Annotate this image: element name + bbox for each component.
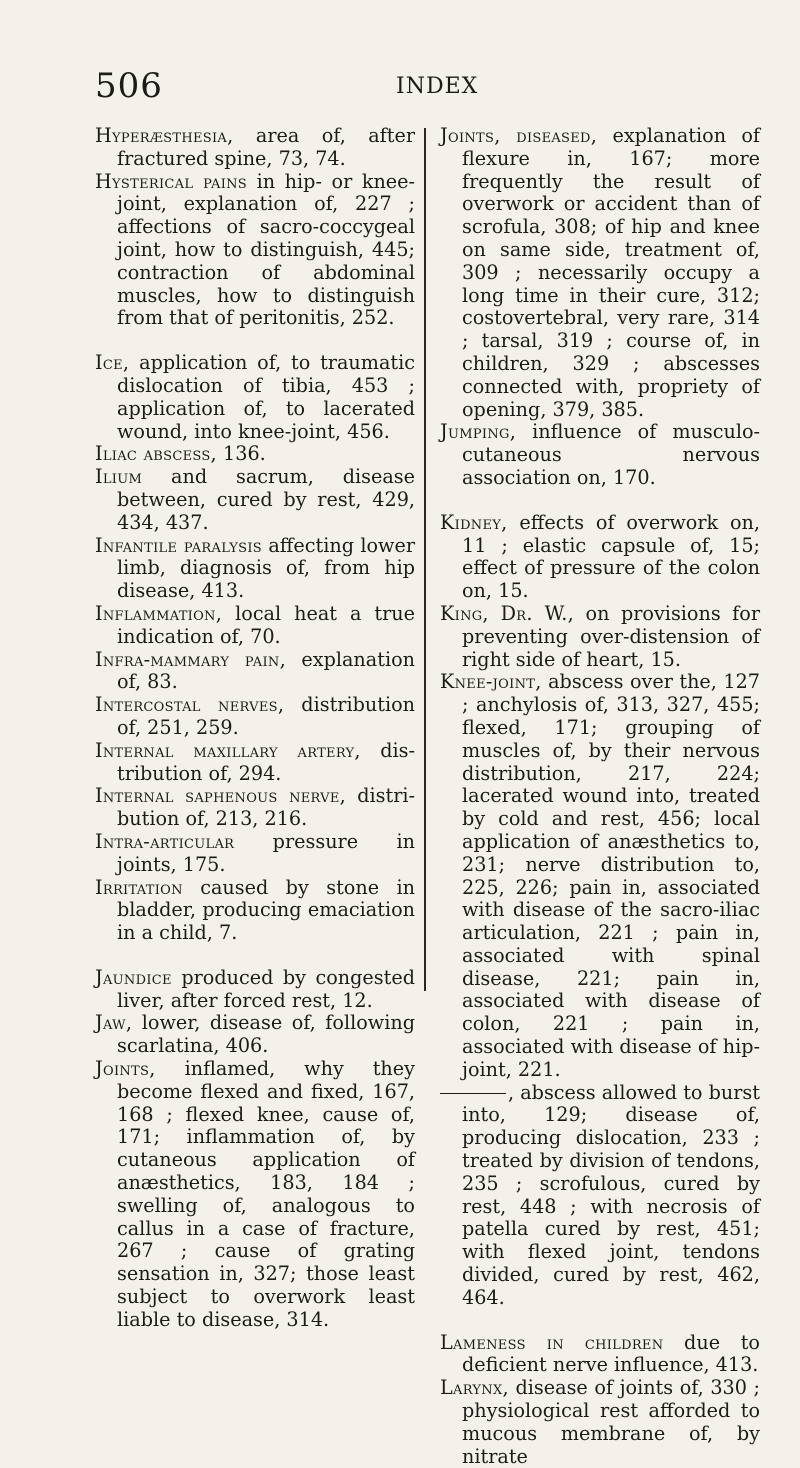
entry-text: local heat a true indication of, 70. [117, 601, 415, 648]
entry-headword: Inflammation, [95, 601, 223, 625]
index-entry [440, 671, 760, 1081]
entry-text: explanation of, 83. [117, 647, 415, 694]
entry-headword: Infra-mammary pain, [95, 647, 286, 671]
index-entry [440, 1082, 760, 1310]
index-entry [95, 352, 415, 443]
index-entry [440, 125, 760, 421]
index-entry [95, 603, 415, 649]
left-column [95, 125, 415, 1332]
index-entry [95, 535, 415, 603]
index-entry [95, 125, 415, 171]
index-entry [95, 831, 415, 877]
entry-headword: Irritation [95, 875, 183, 899]
entry-headword: Kidney, [440, 510, 508, 534]
index-entry [440, 421, 760, 489]
index-entry [440, 1332, 760, 1378]
entry-text: distribution of, 294. [117, 738, 415, 785]
entry-text: distribution of, 213, 216. [117, 784, 415, 831]
index-entry [95, 967, 415, 1013]
entry-headword: Internal saphenous nerve, [95, 784, 347, 808]
entry-headword: Internal maxillary artery, [95, 738, 361, 762]
entry-headword: Jumping, [440, 420, 517, 444]
entry-text: effects of overwork on, 11 ; elastic capsule of, 15; effect of pressure of the colon on, 15. [462, 510, 760, 603]
page-number: 506 [95, 66, 163, 106]
entry-text: inflamed, why they become flexed and fixed, 167, 168 ; flexed knee, cause of, 171; inflammation of, by cutaneous application of anæsthetics, 183, 184 ; swelling of, analogous to callus in a case of fracture, 267 ; cause of grating sensation in, 327; those least subject to overwork least liable to disease, 314. [117, 1057, 415, 1331]
entry-headword: Intra-articular [95, 829, 235, 853]
index-entry [95, 694, 415, 740]
entry-headword: Knee-joint, [440, 670, 542, 694]
index-entry [95, 1012, 415, 1058]
entry-headword: King, Dr. W., [440, 601, 575, 625]
entry-text: influence of musculo-cutaneous nervous association on, 170. [462, 420, 760, 489]
entry-text: affecting lower limb, diagnosis of, from hip disease, 413. [117, 533, 415, 603]
index-entry [440, 603, 760, 671]
entry-text: distribution of, 251, 259. [117, 693, 415, 739]
index-entry [95, 649, 415, 695]
entry-text: abscess over the, 127 ; anchylosis of, 313, 327, 455; flexed, 171; grouping of muscles of, by their nervous distribution, 217, 224; lacerated wound into, treated by cold and rest, 456; local application of anæsthetics to, 231; nerve distribution to, 225, 226; pain in, associated with disease of the sacro-iliac articulation, 221 ; pain in, associated with spinal disease, 221; pain in, associated with disease of colon, 221 ; pain in, associated with disease of hip-joint, 221. [462, 670, 760, 1081]
entry-headword: Larynx, [440, 1376, 509, 1400]
entry-headword: Joints, [95, 1057, 156, 1081]
entry-headword: Ice, [95, 351, 130, 375]
entry-headword: Ilium [95, 465, 143, 489]
entry-text: caused by stone in bladder, producing emaciation in a child, 7. [117, 875, 415, 945]
entry-headword: Jaundice [95, 965, 172, 989]
entry-headword: Lameness in children [440, 1330, 664, 1354]
index-entry [95, 171, 415, 331]
entry-text: in hip- or knee-joint, explanation of, 227 ; affections of sacro-coccygeal joint, how to distinguish, 445; contraction of abdominal muscles, how to distinguish from that of peritonitis, 252. [117, 169, 415, 330]
column-rule [424, 128, 426, 991]
running-head: INDEX [396, 74, 479, 99]
entry-text: , abscess allowed to burst into, 129; disease of, producing dislocation, 233 ; treated by division of tendons, 235 ; scrofulous, cured by rest, 448 ; with necrosis of patella cured by rest, 451; with flexed joint, tendons divided, cured by rest, 462, 464. [462, 1080, 760, 1309]
entry-headword: Jaw, [95, 1011, 133, 1035]
index-entry [95, 877, 415, 945]
entry-text: 136. [216, 442, 266, 466]
entry-headword: Joints, diseased, [440, 124, 598, 147]
entry-text: produced by congested liver, after forced rest, 12. [117, 965, 415, 1012]
entry-text: lower, disease of, following scarlatina, 406. [117, 1011, 415, 1058]
ditto-dash [440, 1093, 506, 1095]
entry-headword: Iliac abscess, [95, 442, 217, 466]
entry-headword: Hysterical pains [95, 169, 248, 193]
entry-text: application of, to traumatic dislocation of tibia, 453 ; application of, to lacerated wound, into knee-joint, 456. [117, 351, 415, 443]
right-column [440, 125, 760, 1468]
entry-text: and sacrum, disease between, cured by rest, 429, 434, 437. [117, 465, 415, 534]
index-entry [440, 1377, 760, 1468]
index-entry [95, 740, 415, 786]
entry-text: explanation of flexure in, 167; more frequently the result of overwork or accident than of scrofula, 308; of hip and knee on same side, treatment of, 309 ; necessarily occupy a long time in their cure, 312; costovertebral, very rare, 314 ; tarsal, 319 ; course of, in children, 329 ; abscesses connected with, propriety of opening, 379, 385. [462, 124, 760, 421]
entry-text: area of, after fractured spine, 73, 74. [117, 124, 415, 170]
index-entry [95, 443, 415, 466]
entry-text: due to deficient nerve influence, 413. [462, 1330, 760, 1377]
entry-headword: Infantile paralysis [95, 533, 263, 557]
index-entry [95, 785, 415, 831]
entry-headword: Intercostal nerves, [95, 693, 285, 717]
entry-text: disease of joints of, 330 ; physiological rest afforded to mucous membrane of, by nitrate [462, 1376, 760, 1468]
index-entry [95, 466, 415, 534]
entry-text: on provisions for preventing over-distension of right side of heart, 15. [462, 601, 760, 671]
entry-headword: Hyperæsthesia, [95, 124, 234, 147]
index-entry [440, 512, 760, 603]
entry-text: pressure in joints, 175. [117, 829, 415, 876]
